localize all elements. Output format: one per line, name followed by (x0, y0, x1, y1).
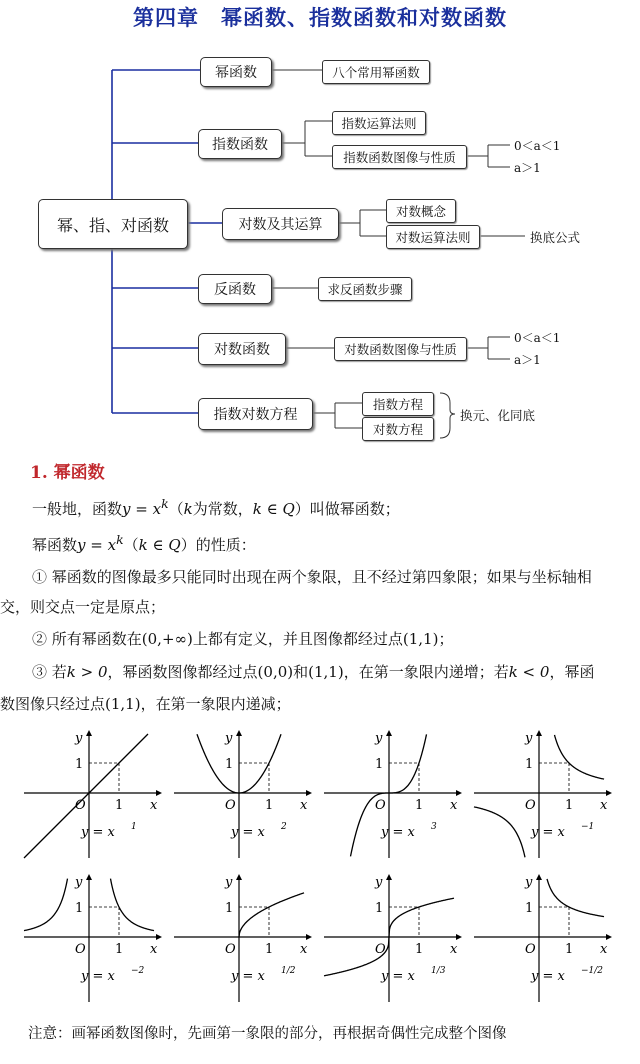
curve (239, 893, 304, 937)
log-cond-small-a: 0＜a＜1 (514, 331, 561, 345)
y-arrow (536, 730, 542, 736)
tick-x-1: 1 (565, 942, 574, 957)
axis-label-x: x (450, 942, 458, 957)
node-eq-log: 对数方程 (362, 417, 434, 441)
node-eq-exp: 指数方程 (362, 392, 434, 416)
graph-caption: y = x (231, 825, 265, 840)
log-cond-large-a: a＞1 (514, 353, 541, 367)
tick-x-1: 1 (265, 942, 274, 957)
node-power: 幂函数 (200, 57, 272, 87)
axis-label-x: x (300, 942, 308, 957)
graph-caption: y = x (81, 969, 115, 984)
origin-label: O (75, 942, 86, 957)
property-2: ② 所有幂函数在(0,+∞)上都有定义，并且图像都经过点(1,1)； (32, 630, 454, 648)
eq-method: 换元、化同底 (460, 408, 536, 423)
tick-y-1: 1 (525, 757, 534, 772)
y-arrow (86, 874, 92, 880)
x-arrow (456, 934, 462, 940)
node-log-ops: 对数及其运算 (222, 208, 339, 240)
x-arrow (306, 934, 312, 940)
node-log-rules: 对数运算法则 (386, 225, 480, 249)
axis-label-x: x (600, 942, 608, 957)
property-3-line-1: ③ 若k > 0，幂函数图像都经过点(0,0)和(1,1)，在第一象限内递增；若k < 0，幂函 (32, 663, 595, 681)
graph-caption-exponent: −1 (581, 822, 595, 832)
x-arrow (456, 790, 462, 796)
graph-caption-exponent: 1/3 (431, 966, 446, 976)
y-arrow (236, 874, 242, 880)
page-title: 第四章 幂函数、指数函数和对数函数 (133, 5, 507, 30)
x-arrow (606, 934, 612, 940)
axis-label-y: y (75, 731, 83, 746)
y-arrow (86, 730, 92, 736)
graph-caption-exponent: 2 (281, 822, 287, 832)
exp-cond-small-a: 0＜a＜1 (514, 139, 561, 153)
axis-label-y: y (375, 875, 383, 890)
graph-2 (172, 728, 314, 862)
tick-x-1: 1 (415, 942, 424, 957)
note: 注意：画幂函数图像时，先画第一象限的部分，再根据奇偶性完成整个图像 (28, 1026, 507, 1042)
node-equations: 指数对数方程 (198, 398, 313, 430)
tick-y-1: 1 (225, 901, 234, 916)
axis-label-x: x (150, 942, 158, 957)
origin-label: O (375, 942, 386, 957)
definition-line: 一般地，函数$y = x^k(k$为常数，k ∈ Q）叫做幂函数； (32, 496, 400, 518)
graph-caption: y = x (81, 825, 115, 840)
tick-x-1: 1 (115, 942, 124, 957)
log-base-change: 换底公式 (530, 230, 581, 245)
graph-6 (172, 872, 314, 1006)
tick-y-1: 1 (375, 901, 384, 916)
node-log-graph: 对数函数图像与性质 (334, 337, 467, 361)
tick-y-1: 1 (75, 901, 84, 916)
y-arrow (536, 874, 542, 880)
properties-intro: 幂函数$y = x^k(k$ ∈ Q）的性质： (32, 532, 256, 554)
axis-label-y: y (375, 731, 383, 746)
axis-label-y: y (225, 875, 233, 890)
y-arrow (236, 730, 242, 736)
origin-label: O (525, 798, 536, 813)
axis-label-y: y (225, 731, 233, 746)
graph-7 (322, 872, 464, 1006)
graph-1 (22, 728, 164, 862)
property-1-line-1: ① 幂函数的图像最多只能同时出现在两个象限，且不经过第四象限；如果与坐标轴相 (32, 568, 592, 586)
graph-caption: y = x (531, 969, 565, 984)
origin-label: O (375, 798, 386, 813)
x-arrow (606, 790, 612, 796)
origin-label: O (525, 942, 536, 957)
node-exp: 指数函数 (198, 129, 282, 159)
graph-caption-exponent: 1/2 (281, 966, 296, 976)
node-inverse-steps: 求反函数步骤 (318, 277, 412, 301)
tick-x-1: 1 (115, 798, 124, 813)
property-3-line-2: 数图像只经过点(1,1)，在第一象限内递减； (0, 695, 291, 713)
graph-3 (322, 728, 464, 862)
graph-caption: y = x (381, 969, 415, 984)
axis-label-x: x (150, 798, 158, 813)
section-heading: 1. 幂函数 (30, 463, 105, 483)
axis-label-x: x (600, 798, 608, 813)
origin-label: O (225, 798, 236, 813)
axis-label-x: x (300, 798, 308, 813)
graph-caption-exponent: 1 (131, 822, 137, 832)
origin-label: O (225, 942, 236, 957)
tick-y-1: 1 (375, 757, 384, 772)
x-arrow (156, 934, 162, 940)
graph-caption-exponent: 3 (431, 822, 437, 832)
axis-label-x: x (450, 798, 458, 813)
node-inverse: 反函数 (198, 274, 272, 304)
tick-y-1: 1 (225, 757, 234, 772)
y-arrow (386, 874, 392, 880)
node-exp-rules: 指数运算法则 (332, 111, 426, 135)
axis-label-y: y (525, 731, 533, 746)
tick-y-1: 1 (525, 901, 534, 916)
tick-x-1: 1 (415, 798, 424, 813)
graph-caption: y = x (381, 825, 415, 840)
axis-label-y: y (75, 875, 83, 890)
x-arrow (156, 790, 162, 796)
graph-caption: y = x (531, 825, 565, 840)
origin-label: O (75, 798, 86, 813)
node-log-concept: 对数概念 (386, 199, 456, 223)
mindmap-root: 幂、指、对函数 (38, 199, 188, 249)
node-exp-graph: 指数函数图像与性质 (332, 145, 467, 169)
x-arrow (306, 790, 312, 796)
tick-y-1: 1 (75, 757, 84, 772)
property-1-line-2: 交，则交点一定是原点； (0, 598, 166, 616)
exp-cond-large-a: a＞1 (514, 161, 541, 175)
tick-x-1: 1 (565, 798, 574, 813)
node-power-common: 八个常用幂函数 (322, 60, 430, 84)
node-log-fn: 对数函数 (198, 333, 286, 365)
graph-8 (472, 872, 614, 1006)
graph-caption: y = x (231, 969, 265, 984)
graph-5 (22, 872, 164, 1006)
axis-label-y: y (525, 875, 533, 890)
tick-x-1: 1 (265, 798, 274, 813)
y-arrow (386, 730, 392, 736)
curve (547, 879, 604, 917)
graph-caption-exponent: −1/2 (581, 966, 604, 976)
graph-caption-exponent: −2 (131, 966, 145, 976)
graph-4 (472, 728, 614, 862)
